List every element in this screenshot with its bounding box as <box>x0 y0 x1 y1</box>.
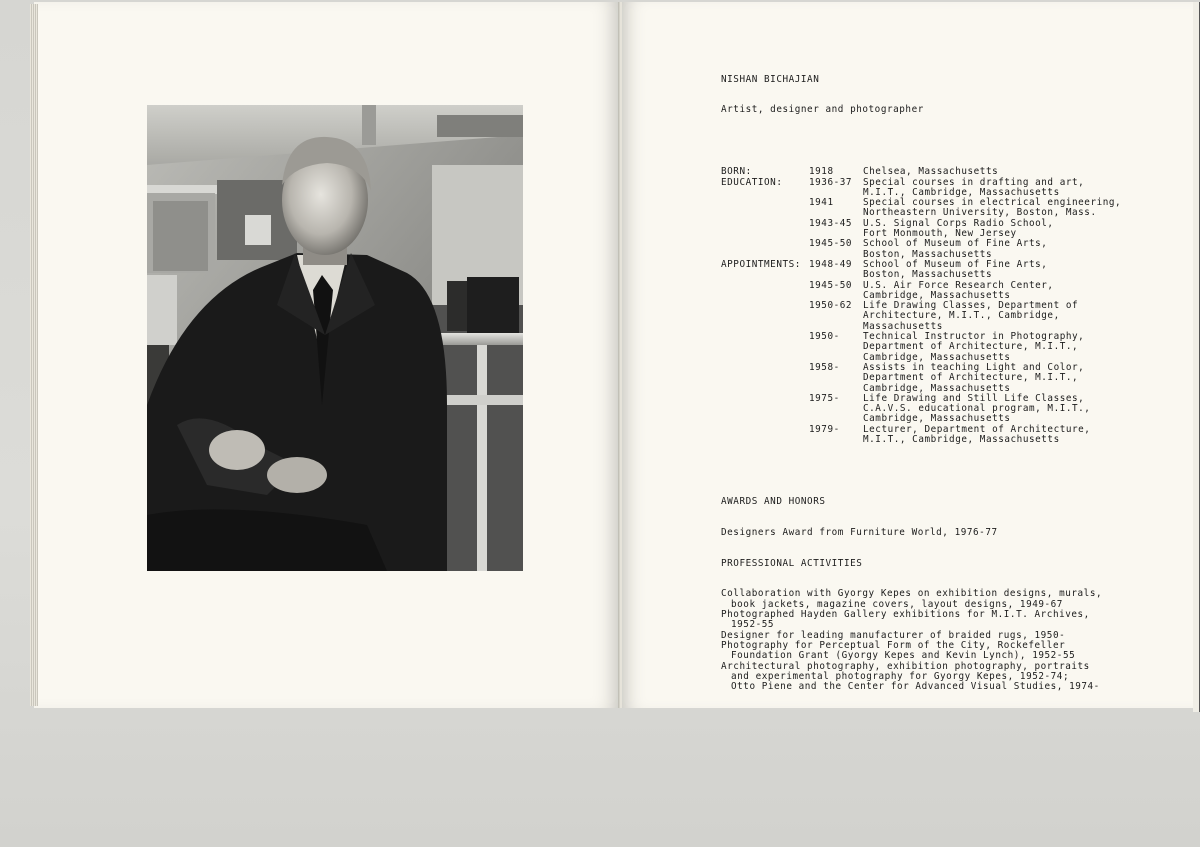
bio-entry-text: Special courses in electrical engineering, <box>863 197 1122 209</box>
activity-line: and experimental photography for Gyorgy Kepes, 1952-74; <box>731 670 1070 682</box>
bio-year: 1945-50 <box>809 279 853 291</box>
activity-line: book jackets, magazine covers, layout designs, 1949-67 <box>731 598 1063 610</box>
bio-entry-text: U.S. Air Force Research Center, <box>863 279 1054 291</box>
activities-heading: PROFESSIONAL ACTIVITIES <box>721 557 863 569</box>
bio-label: BORN: <box>721 166 752 178</box>
bio-entry-text: Cambridge, Massachusetts <box>863 413 1011 425</box>
person-title: Artist, designer and photographer <box>721 104 924 116</box>
bio-entry-text: Fort Monmouth, New Jersey <box>863 228 1017 240</box>
bio-entry-text: Boston, Massachusetts <box>863 269 993 281</box>
bio-year: 1948-49 <box>809 258 853 270</box>
biography-text <box>721 54 1181 713</box>
bio-rows <box>721 167 1181 445</box>
bio-entry-text: Massachusetts <box>863 320 943 332</box>
spacer <box>721 466 1181 476</box>
awards-heading: AWARDS AND HONORS <box>721 495 826 507</box>
portrait-photo <box>147 105 523 571</box>
bio-entry-text: Northeastern University, Boston, Mass. <box>863 207 1097 219</box>
bio-entry-text: Department of Architecture, M.I.T., <box>863 341 1079 353</box>
bio-row-line <box>721 311 1181 321</box>
activity-line: Photography for Perceptual Form of the City, Rockefeller <box>721 639 1066 651</box>
bio-entry-text: Cambridge, Massachusetts <box>863 351 1011 363</box>
left-page <box>34 2 620 708</box>
bio-entry-text: M.I.T., Cambridge, Massachusetts <box>863 186 1060 198</box>
bio-entry-text: School of Museum of Fine Arts, <box>863 258 1048 270</box>
bio-entry-text: School of Museum of Fine Arts, <box>863 238 1048 250</box>
bio-entry-text: U.S. Signal Corps Radio School, <box>863 217 1054 229</box>
bio-entry-text: Technical Instructor in Photography, <box>863 331 1085 343</box>
spacer <box>721 136 1181 146</box>
bio-entry-text: Life Drawing Classes, Department of <box>863 300 1079 312</box>
bio-entry-text: Cambridge, Massachusetts <box>863 289 1011 301</box>
bio-year: 1950- <box>809 331 840 343</box>
activity-line: Foundation Grant (Gyorgy Kepes and Kevin Lynch), 1952-55 <box>731 650 1076 662</box>
bio-entry-text: C.A.V.S. educational program, M.I.T., <box>863 403 1091 415</box>
person-name: NISHAN BICHAJIAN <box>721 73 820 85</box>
bio-entry-text: Assists in teaching Light and Color, <box>863 361 1085 373</box>
bio-entry-text: Architecture, M.I.T., Cambridge, <box>863 310 1060 322</box>
bio-entry-text: Special courses in drafting and art, <box>863 176 1085 188</box>
award-line: Designers Award from Furniture World, 1976-77 <box>721 526 998 538</box>
bio-row-line <box>721 270 1181 280</box>
activity-line: Designer for leading manufacturer of braided rugs, 1950- <box>721 629 1066 641</box>
bio-entry-text: Boston, Massachusetts <box>863 248 993 260</box>
bio-row-line <box>721 435 1181 445</box>
bio-label: EDUCATION: <box>721 176 783 188</box>
activity-line: Collaboration with Gyorgy Kepes on exhibition designs, murals, <box>721 588 1103 600</box>
bio-year: 1918 <box>809 166 834 178</box>
bio-entry-text: Life Drawing and Still Life Classes, <box>863 392 1085 404</box>
bio-year: 1958- <box>809 361 840 373</box>
bio-entry-text: Chelsea, Massachusetts <box>863 166 999 178</box>
bio-entry-text: Department of Architecture, M.I.T., <box>863 372 1079 384</box>
bio-row-line <box>721 373 1181 383</box>
bio-entry-text: M.I.T., Cambridge, Massachusetts <box>863 433 1060 445</box>
bio-label: APPOINTMENTS: <box>721 258 801 270</box>
book-spread <box>30 2 1195 710</box>
activities-list <box>721 589 1181 692</box>
bio-year: 1943-45 <box>809 217 853 229</box>
activity-line: Otto Piene and the Center for Advanced Visual Studies, 1974- <box>731 681 1100 693</box>
bio-year: 1950-62 <box>809 300 853 312</box>
right-page <box>622 2 1193 708</box>
activity-line: Photographed Hayden Gallery exhibitions for M.I.T. Archives, <box>721 609 1090 621</box>
page-stack-edge <box>30 4 38 706</box>
bio-year: 1936-37 <box>809 176 853 188</box>
bio-entry-text: Cambridge, Massachusetts <box>863 382 1011 394</box>
awards-list <box>721 528 1181 538</box>
page-edge <box>1193 2 1200 712</box>
bio-year: 1975- <box>809 392 840 404</box>
bio-year: 1941 <box>809 197 834 209</box>
bio-entry-text: Lecturer, Department of Architecture, <box>863 423 1091 435</box>
bio-year: 1979- <box>809 423 840 435</box>
bio-year: 1945-50 <box>809 238 853 250</box>
activity-line: Architectural photography, exhibition photography, portraits <box>721 660 1090 672</box>
activity-line: 1952-55 <box>731 619 775 631</box>
